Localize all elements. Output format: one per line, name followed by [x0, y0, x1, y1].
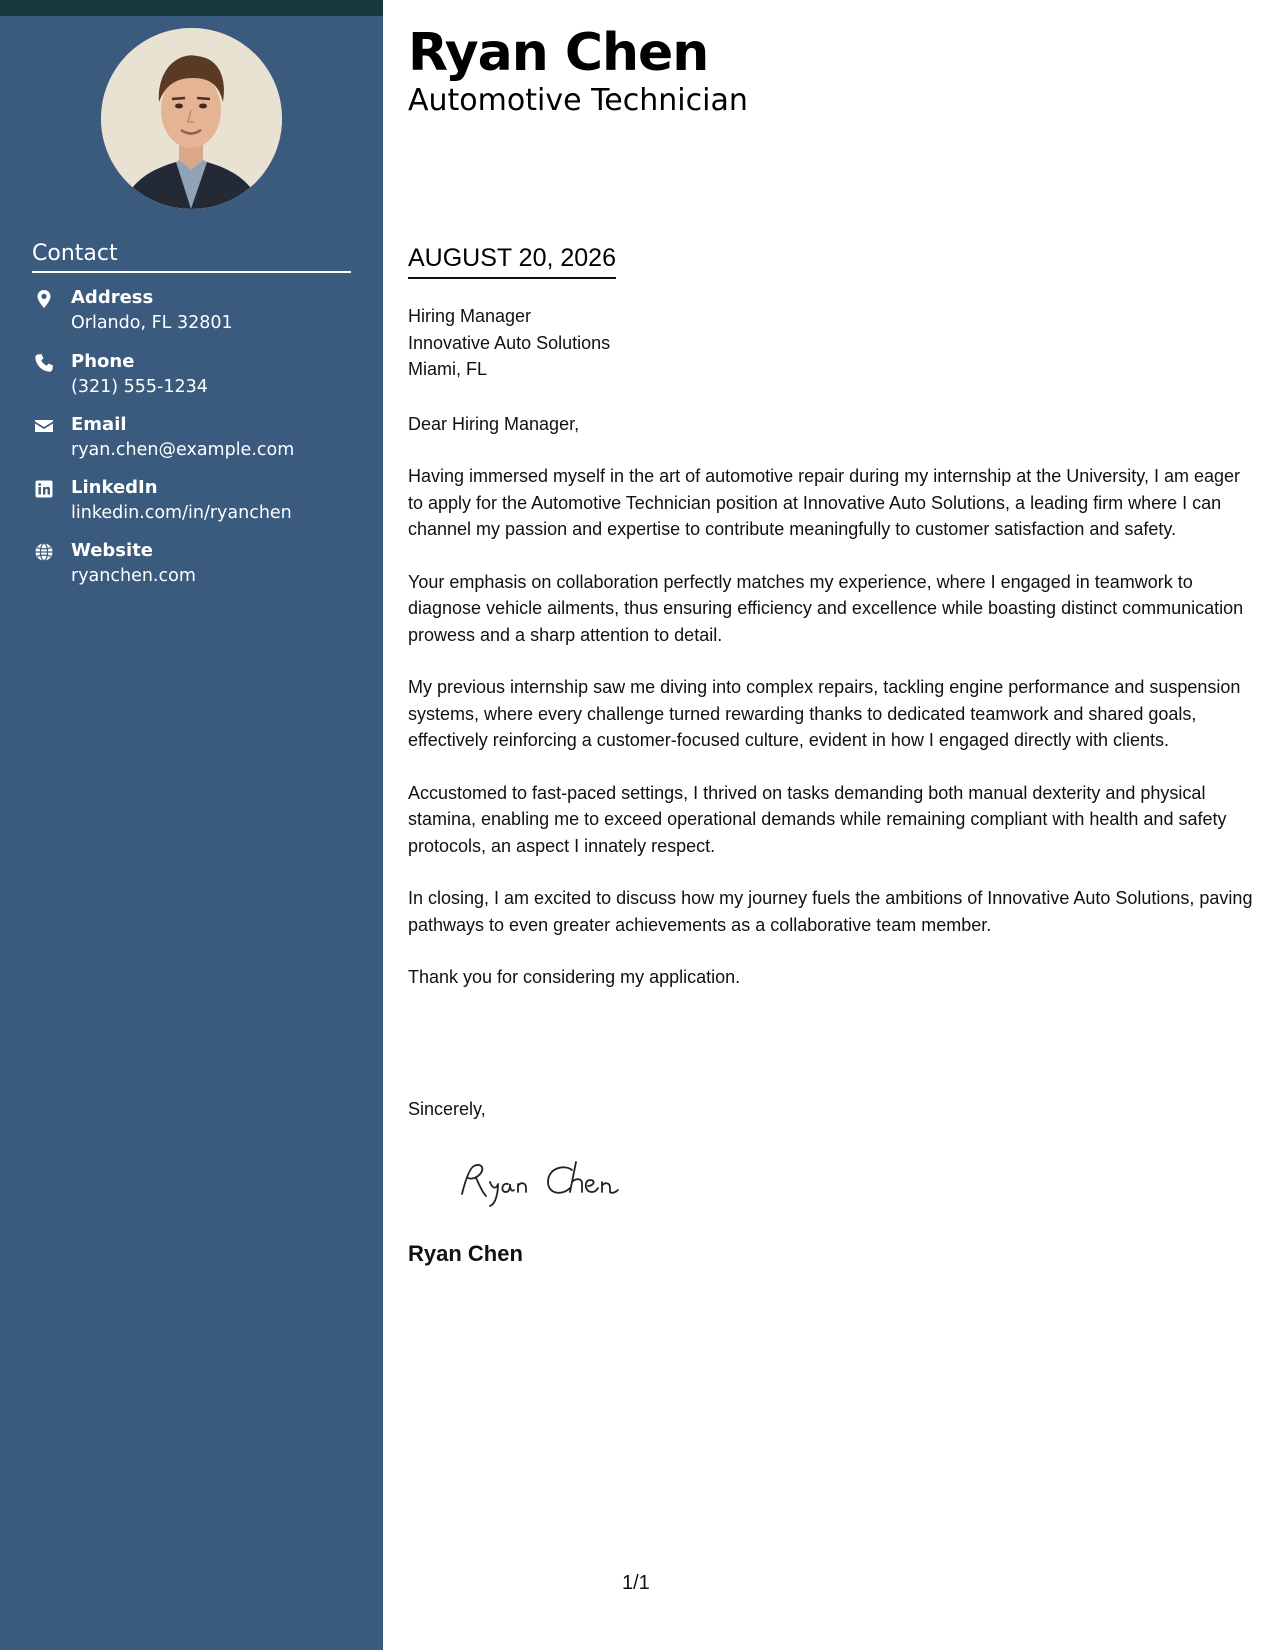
contact-label: Email	[71, 414, 127, 435]
contact-label: LinkedIn	[71, 477, 158, 498]
sidebar	[0, 0, 383, 1650]
signature	[452, 1148, 642, 1208]
recipient-block	[408, 303, 610, 383]
contact-heading: Contact	[32, 240, 351, 273]
body-paragraph: Thank you for considering my application.	[408, 967, 741, 987]
letter-date: AUGUST 20, 2026	[408, 243, 616, 279]
contact-website	[32, 539, 362, 591]
contact-label: Website	[71, 540, 154, 561]
contact-value: Orlando, FL 32801	[71, 313, 233, 333]
recipient-line: Hiring Manager	[408, 306, 532, 326]
body-paragraph: Your emphasis on collaboration perfectly matches my experience, where I engaged in teamwork to diagnose vehicle ailments, thus ensuring efficiency and excellence while boasting distinct communication prowess and a sharp attention to detail.	[408, 571, 1244, 645]
body-paragraph: Accustomed to fast-paced settings, I thrived on tasks demanding both manual dexterity and physical stamina, enabling me to exceed operational demands while remaining compliant with health and safety protocols, an aspect I innately respect.	[408, 782, 1227, 856]
contact-value: (321) 555-1234	[71, 377, 208, 397]
contact-value: ryanchen.com	[71, 566, 196, 586]
portrait-photo	[101, 28, 282, 209]
contact-linkedin	[32, 476, 362, 528]
applicant-name: Ryan Chen	[408, 23, 709, 83]
letter-body	[408, 463, 1253, 1017]
body-paragraph: In closing, I am excited to discuss how my journey fuels the ambitions of Innovative Auto Solutions, paving pathways to even greater achievements as a collaborative team member.	[408, 888, 1253, 935]
body-paragraph: Having immersed myself in the art of automotive repair during my internship at the University, I am eager to apply for the Automotive Technician position at Innovative Auto Solutions, a leading firm where I can channel my passion and expertise to contribute meaningfully to customer satisfaction and safety.	[408, 466, 1241, 539]
phone-icon	[34, 353, 54, 373]
closing: Sincerely,	[408, 1099, 486, 1119]
contact-label: Phone	[71, 351, 135, 372]
avatar	[101, 28, 282, 209]
contact-value: ryan.chen@example.com	[71, 440, 295, 460]
contact-email	[32, 413, 362, 465]
linkedin-icon	[34, 479, 54, 499]
email-icon	[34, 416, 54, 436]
signer-name: Ryan Chen	[408, 1241, 523, 1266]
contact-phone	[32, 350, 362, 402]
body-paragraph: My previous internship saw me diving into complex repairs, tackling engine performance and suspension systems, where every challenge turned rewarding thanks to dedicated teamwork and shared goals, effectively reinforcing a customer-focused culture, evident in how I engaged directly with clients.	[408, 677, 1241, 750]
recipient-line: Innovative Auto Solutions	[408, 332, 611, 353]
salutation: Dear Hiring Manager,	[408, 414, 580, 434]
sidebar-top-strip	[0, 0, 383, 16]
globe-icon	[34, 542, 54, 562]
map-pin-icon	[34, 289, 54, 309]
handwritten-signature	[452, 1148, 642, 1208]
contact-address	[32, 286, 362, 338]
contact-value: linkedin.com/in/ryanchen	[71, 503, 292, 523]
letter-main	[408, 0, 1253, 1650]
page-number: 1/1	[622, 1572, 650, 1594]
job-title: Automotive Technician	[408, 83, 748, 118]
contact-label: Address	[71, 287, 154, 308]
recipient-line: Miami, FL	[408, 359, 488, 379]
